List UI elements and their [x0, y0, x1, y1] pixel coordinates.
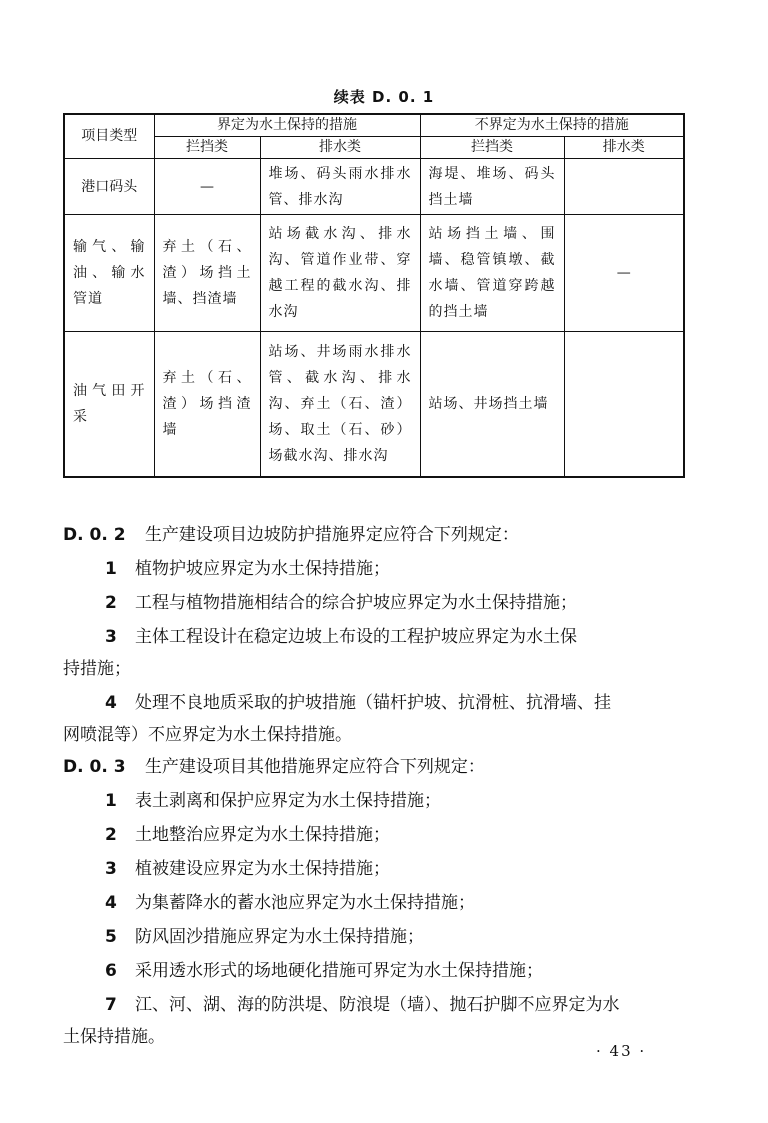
list-item: 3 植被建设应界定为水土保持措施；	[105, 859, 390, 879]
clause-d02-heading	[63, 518, 519, 552]
cell-def-retaining: 弃土（石、渣）场挡土墙、挡渣墙	[154, 215, 260, 332]
clause-text: 生产建设项目其他措施界定应符合下列规定：	[144, 757, 485, 777]
header-project-type: 项目类型	[64, 114, 154, 159]
header-drainage-2: 排水类	[564, 137, 684, 159]
list-item: 5 防风固沙措施应界定为水土保持措施；	[105, 927, 424, 947]
table-caption: 续表 D. 0. 1	[333, 88, 435, 106]
cell-def-retaining: —	[154, 159, 260, 215]
table-row	[64, 159, 684, 215]
list-item: 4 处理不良地质采取的护坡措施（锚杆护坡、抗滑桩、抗滑墙、挂	[105, 693, 611, 713]
table-row	[64, 215, 684, 332]
header-group-not-defined: 不界定为水土保持的措施	[420, 114, 684, 137]
list-item: 3 主体工程设计在稳定边坡上布设的工程护坡应界定为水土保	[105, 627, 577, 647]
list-item: 2 土地整治应界定为水土保持措施；	[105, 825, 390, 845]
list-item: 1 植物护坡应界定为水土保持措施；	[105, 559, 390, 579]
header-drainage: 排水类	[260, 137, 420, 159]
list-item-continuation: 持措施；	[63, 659, 131, 679]
clause-text: 生产建设项目边坡防护措施界定应符合下列规定：	[144, 525, 519, 545]
measures-table	[63, 113, 685, 478]
cell-def-retaining: 弃土（石、渣）场挡渣墙	[154, 332, 260, 478]
list-item: 1 表土剥离和保护应界定为水土保持措施；	[105, 791, 441, 811]
cell-type: 油气田开采	[64, 332, 154, 478]
list-item-continuation: 土保持措施。	[63, 1027, 165, 1047]
header-retaining: 拦挡类	[154, 137, 260, 159]
clause-d03-heading	[63, 750, 485, 784]
cell-def-drainage: 站场、井场雨水排水管、截水沟、排水沟、弃土（石、渣）场、取土（石、砂）场截水沟、排水沟	[260, 332, 420, 478]
list-item: 6 采用透水形式的场地硬化措施可界定为水土保持措施；	[105, 961, 543, 981]
cell-nodef-retaining: 站场、井场挡土墙	[420, 332, 564, 478]
header-retaining-2: 拦挡类	[420, 137, 564, 159]
cell-type: 港口码头	[64, 159, 154, 215]
cell-nodef-drainage	[564, 159, 684, 215]
cell-nodef-drainage: —	[564, 215, 684, 332]
page-number: · 43 ·	[596, 1042, 647, 1060]
clause-number: D. 0. 3	[63, 757, 126, 777]
cell-def-drainage: 站场截水沟、排水沟、管道作业带、穿越工程的截水沟、排水沟	[260, 215, 420, 332]
list-item: 4 为集蓄降水的蓄水池应界定为水土保持措施；	[105, 893, 475, 913]
list-item-continuation: 网喷混等）不应界定为水土保持措施。	[63, 725, 352, 745]
cell-nodef-drainage	[564, 332, 684, 478]
cell-nodef-retaining: 海堤、堆场、码头挡土墙	[420, 159, 564, 215]
cell-def-drainage: 堆场、码头雨水排水管、排水沟	[260, 159, 420, 215]
list-item: 2 工程与植物措施相结合的综合护坡应界定为水土保持措施；	[105, 593, 577, 613]
header-group-defined: 界定为水土保持的措施	[154, 114, 420, 137]
cell-nodef-retaining: 站场挡土墙、围墙、稳管镇墩、截水墙、管道穿跨越的挡土墙	[420, 215, 564, 332]
cell-type: 输气、输油、输水管道	[64, 215, 154, 332]
list-item: 7 江、河、湖、海的防洪堤、防浪堤（墙）、抛石护脚不应界定为水	[105, 995, 620, 1015]
table-row	[64, 332, 684, 478]
clause-number: D. 0. 2	[63, 525, 126, 545]
